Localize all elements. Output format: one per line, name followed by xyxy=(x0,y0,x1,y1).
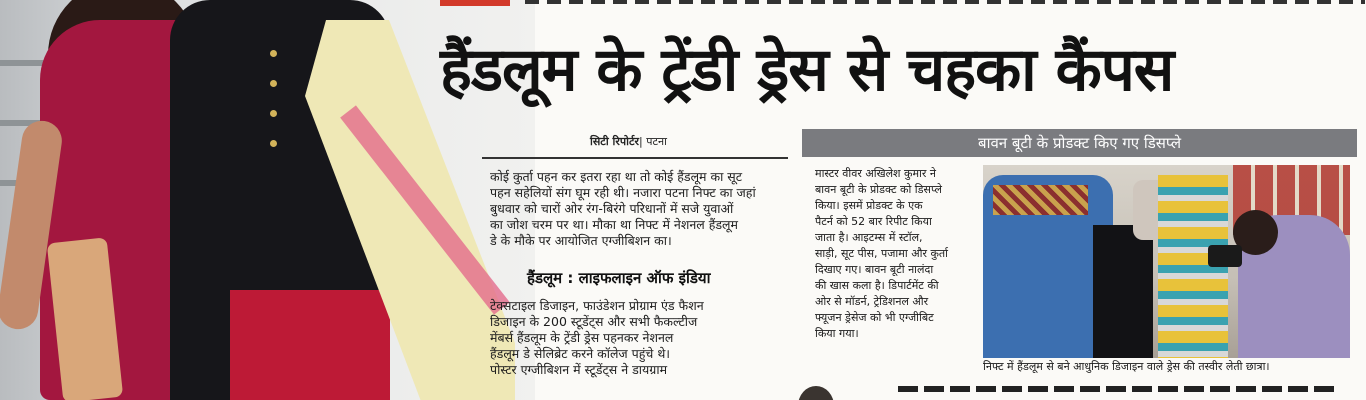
camera-icon xyxy=(1208,245,1242,267)
exhibition-photo xyxy=(983,165,1350,358)
paragraph-line: फ्यूजन ड्रेसेज को भी एग्जीबिट xyxy=(815,311,934,324)
photo-caption: निफ्ट में हैंडलूम से बने आधुनिक डिजाइन वाले ड्रेस की तस्वीर लेती छात्रा। xyxy=(983,360,1270,373)
black-skirt xyxy=(1093,225,1153,358)
article-headline: हैंडलूम के ट्रेंडी ड्रेस से चहका कैंपस xyxy=(440,35,1174,105)
paragraph-line: टेक्सटाइल डिजाइन, फाउंडेशन प्रोग्राम एंड फैशन xyxy=(490,298,704,313)
jacket-handloom-collar xyxy=(993,185,1088,215)
paragraph-line: साड़ी, सूट पीस, पजामा और कुर्ता xyxy=(815,247,949,260)
paragraph-line: जाता है। आइटम्स में स्टॉल, xyxy=(815,231,923,244)
byline-city: पटना xyxy=(646,135,667,148)
paragraph-line: बावन बूटी के प्रोडक्ट को डिसप्ले xyxy=(815,183,942,196)
paragraph-line: मेंबर्स हैंडलूम के ट्रेंडी ड्रेस पहनकर नेशनल xyxy=(490,330,674,345)
body-paragraph xyxy=(490,298,787,378)
byline-separator: | xyxy=(639,135,647,148)
paragraph-line: पहन सहेलियों संग घूम रही थी। नजारा पटना निफ्ट का जहां xyxy=(490,185,756,200)
paragraph-line: किया। इसमें प्रोडक्ट के एक xyxy=(815,199,923,212)
next-story-text-fragment xyxy=(898,386,1338,392)
previous-headline-strip xyxy=(440,0,1366,10)
paragraph-line: पैटर्न को 52 बार रिपीट किया xyxy=(815,215,932,228)
subheading-lifeline: हैंडलूम : लाइफलाइन ऑफ इंडिया xyxy=(527,269,711,287)
student-right-leggings xyxy=(230,290,390,400)
paragraph-line: दिखाए गए। बावन बूटी नालंदा xyxy=(815,263,934,276)
sidebar-paragraph xyxy=(815,166,972,342)
paragraph-line: ओर से मॉडर्न, ट्रेडिशनल और xyxy=(815,295,929,308)
next-story-photo-fragment xyxy=(798,386,834,400)
paragraph-line: डिजाइन के 200 स्टूडेंट्स और सभी फैकल्टीज xyxy=(490,314,698,329)
next-story-fragment xyxy=(798,386,1358,400)
paragraph-line: कोई कुर्ता पहन कर इतरा रहा था तो कोई हैंडलूम का सूट xyxy=(490,169,743,184)
kurta-button xyxy=(270,140,277,147)
paragraph-line: मास्टर वीवर अखिलेश कुमार ने xyxy=(815,167,936,180)
paragraph-line: डे के मौके पर आयोजित एग्जीबिशन का। xyxy=(490,233,672,248)
kurta-button xyxy=(270,110,277,117)
byline-reporter: सिटी रिपोर्टर xyxy=(590,135,639,148)
byline-divider xyxy=(482,157,788,159)
paragraph-line: की खास कला है। डिपार्टमेंट की xyxy=(815,279,939,292)
intro-paragraph xyxy=(490,169,787,249)
kurta-button xyxy=(270,80,277,87)
sidebar-section-heading: बावन बूटी के प्रोडक्ट किए गए डिसप्ले xyxy=(802,129,1357,157)
previous-headline-text-fragment xyxy=(525,0,1365,4)
kurta-button xyxy=(270,50,277,57)
paragraph-line: बुधवार को चारों ओर रंग-बिरंगे परिधानों में सजे युवाओं xyxy=(490,201,734,216)
paragraph-line: का जोश चरम पर था। मौका था निफ्ट में नेशनल हैंडलूम xyxy=(490,217,738,232)
paragraph-line: किया गया। xyxy=(815,327,859,340)
paragraph-line: हैंडलूम डे सेलिब्रेट करने कॉलेज पहुंचे थे। xyxy=(490,346,671,361)
paragraph-line: पोस्टर एग्जीबिशन में स्टूडेंट्स ने डायग्राम xyxy=(490,362,668,377)
byline xyxy=(590,134,667,149)
previous-headline-red-kicker xyxy=(440,0,510,6)
